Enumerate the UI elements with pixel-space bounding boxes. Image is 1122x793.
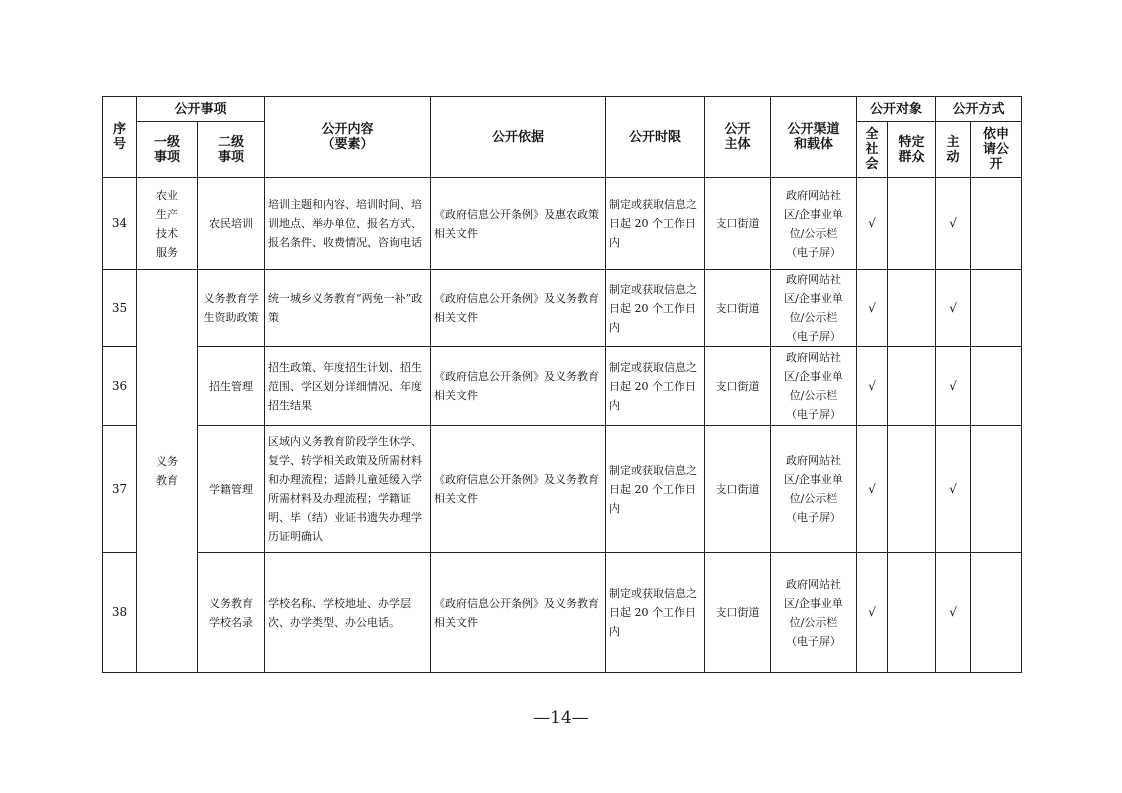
row-subject: 支口街道: [705, 347, 771, 426]
header-level2: 二级事项: [198, 122, 265, 178]
table-row: [103, 347, 1022, 426]
row-on-request-check: [971, 270, 1022, 347]
row-active-check: √: [936, 270, 971, 347]
row-specific-group-check: [888, 178, 936, 270]
row-seq: 36: [103, 347, 137, 426]
row-content: 区域内义务教育阶段学生休学、复学、转学相关政策及所需材料和办理流程；适龄儿童延缓入学所需材料及办理流程；学籍证明、毕（结）业证书遗失办理学历证明确认: [265, 426, 431, 553]
header-group-object: 公开对象: [857, 97, 936, 122]
row-channel: 政府网站社区/企事业单位/公示栏（电子屏）: [771, 426, 857, 553]
row-on-request-check: [971, 178, 1022, 270]
page-number: —14—: [533, 708, 589, 728]
header-seq: 序号: [103, 97, 137, 178]
row-all-society-check: √: [857, 553, 888, 673]
row-subject: 支口街道: [705, 270, 771, 347]
row-all-society-check: √: [857, 178, 888, 270]
row-specific-group-check: [888, 270, 936, 347]
row-level1-merged: 义务教育: [137, 270, 198, 673]
row-level2: 学籍管理: [198, 426, 265, 553]
row-on-request-check: [971, 553, 1022, 673]
row-on-request-check: [971, 347, 1022, 426]
row-deadline: 制定或获取信息之日起 20 个工作日内: [606, 270, 705, 347]
header-all-society: 全社会: [857, 122, 888, 178]
header-basis: 公开依据: [431, 97, 606, 178]
row-basis: 《政府信息公开条例》及义务教育相关文件: [431, 270, 606, 347]
row-level2: 义务教育学生资助政策: [198, 270, 265, 347]
row-channel: 政府网站社区/企事业单位/公示栏（电子屏）: [771, 270, 857, 347]
row-channel: 政府网站社区/企事业单位/公示栏（电子屏）: [771, 178, 857, 270]
header-on-request: 依申请公开: [971, 122, 1022, 178]
header-active: 主动: [936, 122, 971, 178]
row-content: 统一城乡义务教育“两免一补”政策: [265, 270, 431, 347]
row-seq: 37: [103, 426, 137, 553]
table-row: [103, 426, 1022, 553]
header-deadline: 公开时限: [606, 97, 705, 178]
header-channel: 公开渠道和载体: [771, 97, 857, 178]
row-all-society-check: √: [857, 270, 888, 347]
row-basis: 《政府信息公开条例》及义务教育相关文件: [431, 426, 606, 553]
row-content: 培训主题和内容、培训时间、培训地点、举办单位、报名方式、报名条件、收费情况、咨询电话: [265, 178, 431, 270]
row-deadline: 制定或获取信息之日起 20 个工作日内: [606, 426, 705, 553]
row-active-check: √: [936, 553, 971, 673]
row-basis: 《政府信息公开条例》及义务教育相关文件: [431, 347, 606, 426]
row-level2: 义务教育学校名录: [198, 553, 265, 673]
row-on-request-check: [971, 426, 1022, 553]
row-subject: 支口街道: [705, 553, 771, 673]
header-content: 公开内容（要素）: [265, 97, 431, 178]
row-active-check: √: [936, 178, 971, 270]
header-group-items: 公开事项: [137, 97, 265, 122]
disclosure-table: [102, 96, 1022, 673]
row-all-society-check: √: [857, 426, 888, 553]
row-all-society-check: √: [857, 347, 888, 426]
row-deadline: 制定或获取信息之日起 20 个工作日内: [606, 178, 705, 270]
row-content: 学校名称、学校地址、办学层次、办学类型、办公电话。: [265, 553, 431, 673]
header-level1: 一级事项: [137, 122, 198, 178]
table-row: [103, 270, 1022, 347]
row-basis: 《政府信息公开条例》及义务教育相关文件: [431, 553, 606, 673]
row-channel: 政府网站社区/企事业单位/公示栏（电子屏）: [771, 553, 857, 673]
header-group-method: 公开方式: [936, 97, 1022, 122]
row-specific-group-check: [888, 553, 936, 673]
row-basis: 《政府信息公开条例》及惠农政策相关文件: [431, 178, 606, 270]
row-level2: 农民培训: [198, 178, 265, 270]
row-channel: 政府网站社区/企事业单位/公示栏（电子屏）: [771, 347, 857, 426]
row-specific-group-check: [888, 347, 936, 426]
row-active-check: √: [936, 426, 971, 553]
row-level1: 农业生产技术服务: [137, 178, 198, 270]
row-deadline: 制定或获取信息之日起 20 个工作日内: [606, 553, 705, 673]
row-subject: 支口街道: [705, 426, 771, 553]
header-specific-group: 特定群众: [888, 122, 936, 178]
row-seq: 38: [103, 553, 137, 673]
row-subject: 支口街道: [705, 178, 771, 270]
row-deadline: 制定或获取信息之日起 20 个工作日内: [606, 347, 705, 426]
table-row: [103, 178, 1022, 270]
row-seq: 34: [103, 178, 137, 270]
table-row: [103, 553, 1022, 673]
row-level2: 招生管理: [198, 347, 265, 426]
row-specific-group-check: [888, 426, 936, 553]
row-seq: 35: [103, 270, 137, 347]
header-subject: 公开主体: [705, 97, 771, 178]
row-active-check: √: [936, 347, 971, 426]
row-content: 招生政策、年度招生计划、招生范围、学区划分详细情况、年度招生结果: [265, 347, 431, 426]
